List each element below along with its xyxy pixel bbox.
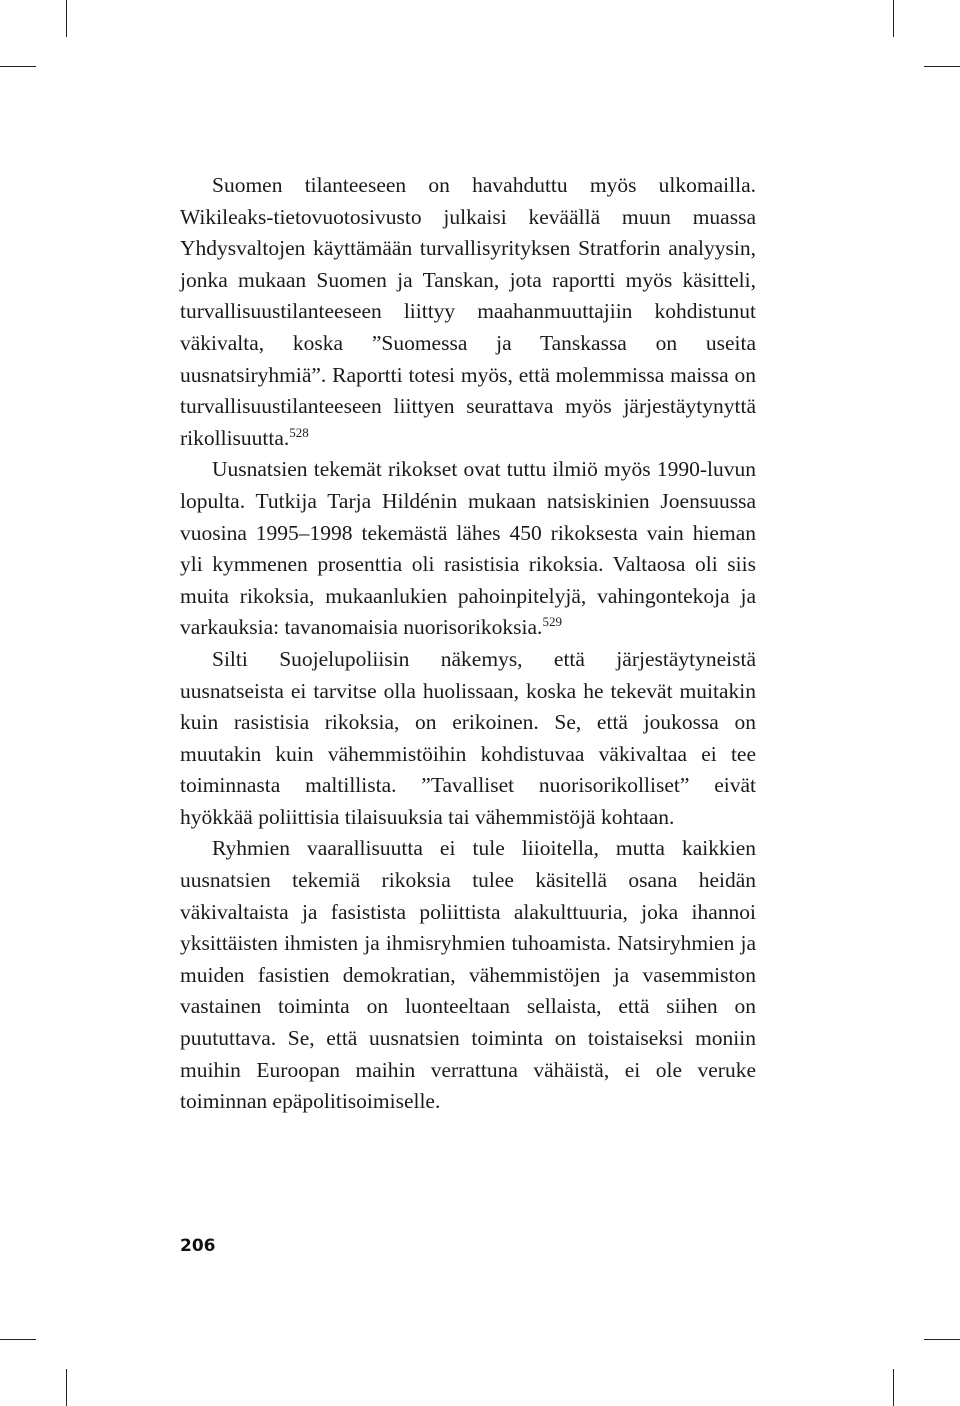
crop-mark-top-left-h [0, 66, 36, 67]
paragraph-text: Suomen tilanteeseen on havahduttu myös ulkomailla. Wikileaks-tietovuotosivusto julkaisi keväällä muun muassa Yhdysvaltojen käyttämään turvallisyrityksen Stratforin analyysin, jonka mukaan Suomen ja Tanskan, jota raportti myös käsitteli, turvallisuustilanteeseen liittyy maahanmuuttajiin kohdistunut väkivalta, koska ”Suomessa ja Tanskassa on useita uusnatsiryhmiä”. Raportti totesi myös, että molemmissa maissa on turvallisuustilanteeseen liittyen seurattava myös järjestäytynyttä rikollisuutta. [180, 173, 756, 450]
footnote-ref: 529 [542, 614, 562, 630]
crop-mark-bottom-left-h [0, 1339, 36, 1340]
body-text [180, 170, 756, 1118]
crop-mark-bottom-right-h [924, 1339, 960, 1340]
paragraph [180, 454, 756, 644]
page-number: 206 [180, 1236, 216, 1256]
paragraph-text: Uusnatsien tekemät rikokset ovat tuttu ilmiö myös 1990-luvun lopulta. Tutkija Tarja Hildénin mukaan natsiskinien Joensuussa vuosina 1995–1998 tekemästä lähes 450 rikoksesta vain hieman yli kymmenen prosenttia oli rasistisia rikoksia. Valtaosa oli siis muita rikoksia, mukaanlukien pahoinpitelyjä, vahingontekoja ja varkauksia: tavanomaisia nuorisorikoksia. [180, 457, 756, 640]
paragraph-text: Ryhmien vaarallisuutta ei tule liioitella, mutta kaikkien uusnatsien tekemiä rikoksia tulee käsitellä osana heidän väkivaltaista ja fasistista poliittista alakulttuuria, joka ihannoi yksittäisten ihmisten ja ihmisryhmien tuhoamista. Natsiryhmien ja muiden fasistien demokratian, vähemmistöjen ja vasemmiston vastainen toiminta on luonteeltaan sellaista, että siihen on puututtava. Se, että uusnatsien toiminta on toistaiseksi moniin muihin Euroopan maihin verrattuna vähäistä, ei ole veruke toiminnan epäpolitisoimiselle. [180, 836, 756, 1114]
crop-mark-top-right [893, 0, 894, 37]
footnote-ref: 528 [289, 424, 309, 440]
paragraph [180, 833, 756, 1117]
crop-mark-bottom-left [66, 1369, 67, 1406]
paragraph [180, 170, 756, 454]
paragraph [180, 644, 756, 834]
paragraph-text: Silti Suojelupoliisin näkemys, että järjestäytyneistä uusnatseista ei tarvitse olla huolissaan, koska he tekevät muitakin kuin rasistisia rikoksia, on erikoinen. Se, että joukossa on muutakin kuin vähemmistöihin kohdistuvaa väkivaltaa ei tee toiminnasta maltillista. ”Tavalliset nuorisorikolliset” eivät hyökkää poliittisia tilaisuuksia tai vähemmistöjä kohtaan. [180, 646, 756, 829]
crop-mark-bottom-right [893, 1369, 894, 1406]
crop-mark-top-left [66, 0, 67, 37]
crop-mark-top-right-h [924, 66, 960, 67]
